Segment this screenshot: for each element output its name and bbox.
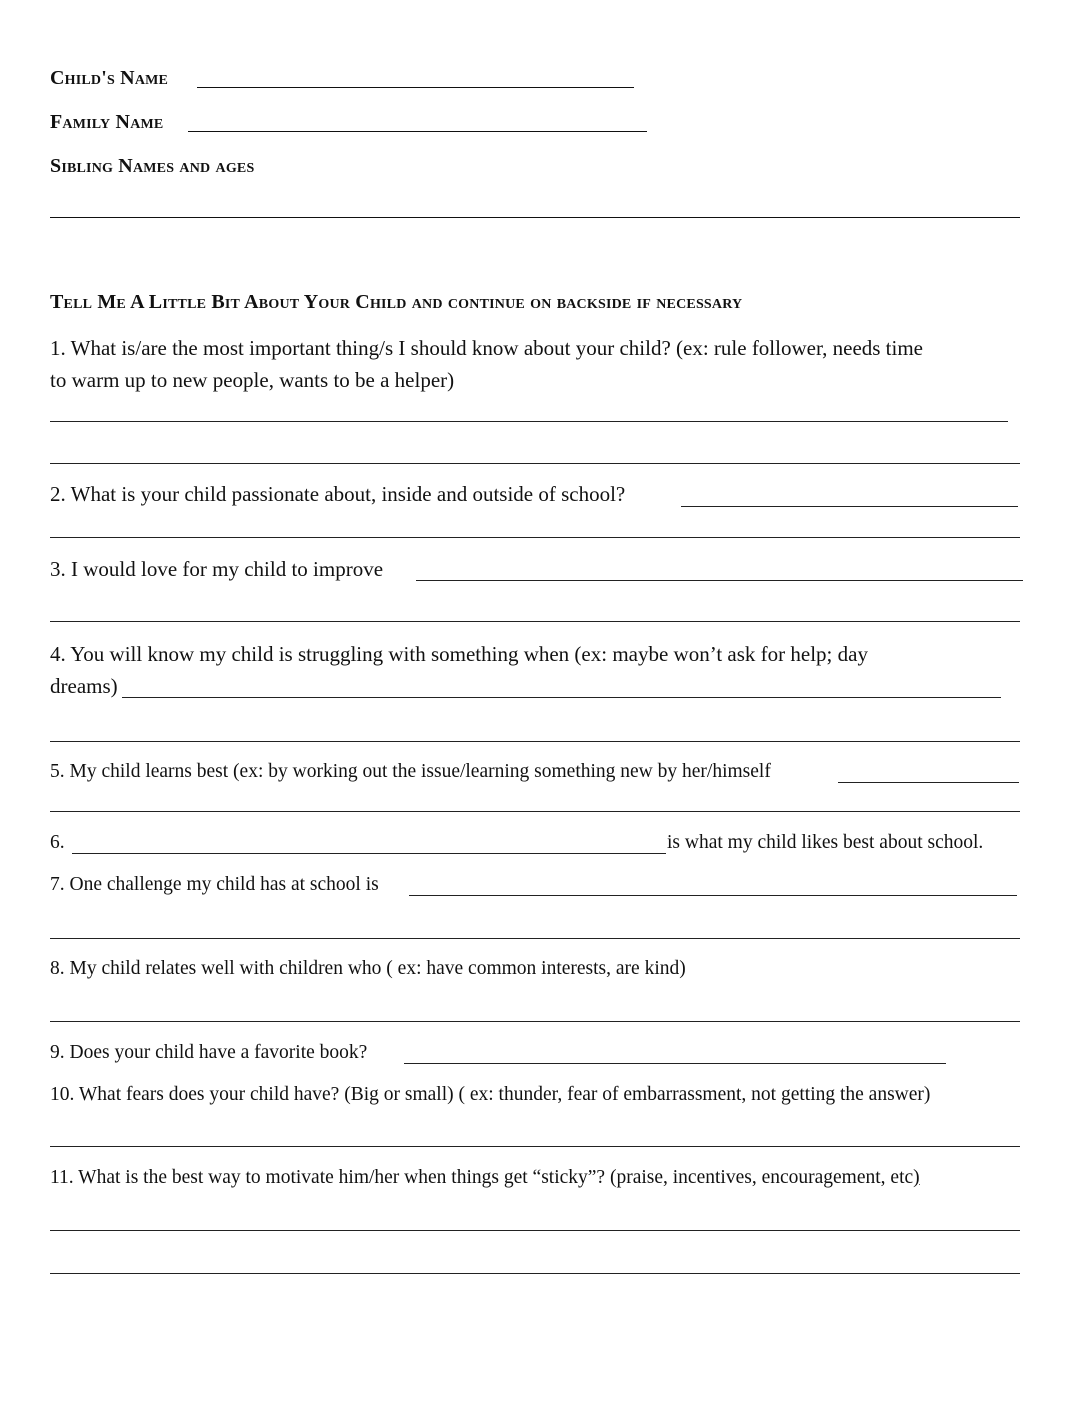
answer-1-line-1[interactable]: [50, 421, 1008, 422]
answer-1-line-2[interactable]: [50, 463, 1020, 464]
question-4-line-1: 4. You will know my child is struggling with something when (ex: maybe won’t ask for help; day: [50, 642, 868, 666]
answer-7-inline[interactable]: [409, 895, 1017, 896]
question-3: 3. I would love for my child to improve: [50, 557, 384, 581]
answer-11-line-2[interactable]: [50, 1273, 1020, 1274]
answer-5-inline[interactable]: [838, 782, 1019, 783]
answer-9-inline[interactable]: [404, 1063, 946, 1064]
answer-4-line[interactable]: [50, 741, 1020, 742]
question-6-number: 6.: [50, 832, 65, 853]
question-5: 5. My child learns best (ex: by working out the issue/learning something new by her/himself: [50, 761, 771, 782]
question-10: 10. What fears does your child have? (Big or small) ( ex: thunder, fear of embarrassment, not getting the answer): [50, 1084, 931, 1105]
question-7: 7. One challenge my child has at school is: [50, 874, 379, 895]
child-name-field[interactable]: [197, 87, 634, 88]
answer-2-inline[interactable]: [681, 506, 1018, 507]
answer-4-inline[interactable]: [122, 697, 1001, 698]
question-1-line-1: 1. What is/are the most important thing/s I should know about your child? (ex: rule follower, needs time: [50, 336, 924, 360]
family-name-label: Family Name: [50, 111, 164, 133]
question-11-paren: ): [913, 1167, 920, 1188]
answer-3-inline[interactable]: [416, 580, 1023, 581]
answer-2-line[interactable]: [50, 537, 1020, 538]
child-name-label: Child's Name: [50, 67, 169, 89]
question-8: 8. My child relates well with children who ( ex: have common interests, are kind): [50, 958, 686, 979]
question-11: [50, 1168, 920, 1188]
answer-8-line[interactable]: [50, 1021, 1020, 1022]
answer-5-line[interactable]: [50, 811, 1020, 812]
section-title: Tell Me A Little Bit About Your Child and continue on backside if necessary: [50, 291, 743, 313]
question-6-text: is what my child likes best about school.: [667, 832, 984, 853]
question-11-text: 11. What is the best way to motivate him/her when things get “sticky”? (praise, incentives, encouragement, etc: [50, 1167, 914, 1188]
answer-6-inline[interactable]: [72, 853, 666, 854]
question-9: 9. Does your child have a favorite book?: [50, 1042, 368, 1063]
answer-10-line[interactable]: [50, 1146, 1020, 1147]
answer-3-line[interactable]: [50, 621, 1020, 622]
sibling-label: Sibling Names and ages: [50, 155, 255, 177]
family-name-field[interactable]: [188, 131, 647, 132]
question-2: 2. What is your child passionate about, inside and outside of school?: [50, 482, 626, 506]
sibling-field[interactable]: [50, 217, 1020, 218]
answer-11-line-1[interactable]: [50, 1230, 1020, 1231]
question-1-line-2: to warm up to new people, wants to be a helper): [50, 368, 455, 392]
answer-7-line[interactable]: [50, 938, 1020, 939]
question-4-line-2: dreams): [50, 674, 118, 698]
